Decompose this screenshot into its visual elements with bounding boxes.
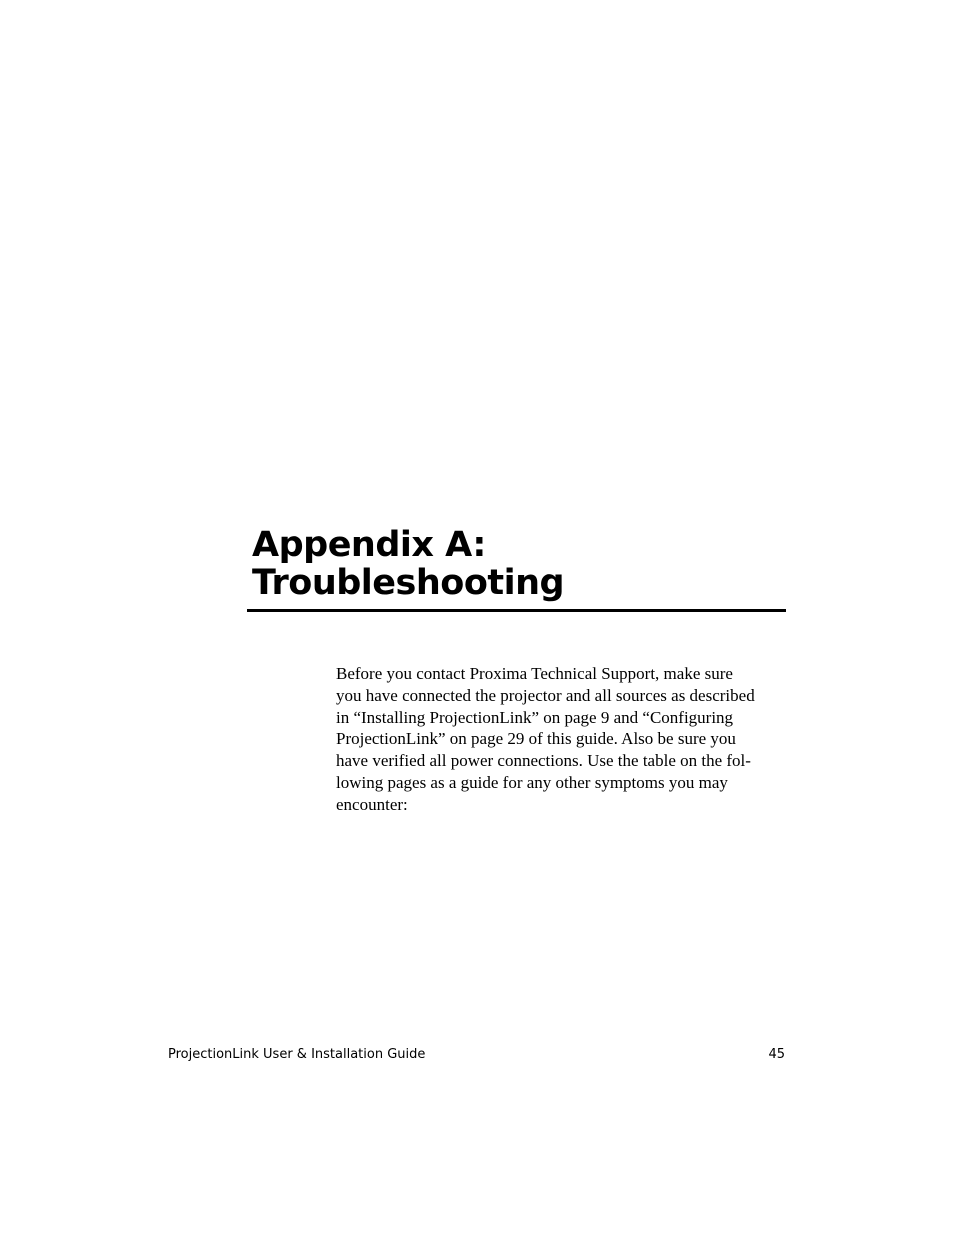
paragraph-line-2: you have connected the projector and all sources as described [336, 685, 755, 705]
appendix-heading [252, 526, 564, 602]
footer-page-number: 45 [768, 1047, 785, 1062]
paragraph-line-7: encounter: [336, 794, 408, 814]
footer-guide-title: ProjectionLink User & Installation Guide [168, 1047, 426, 1062]
heading-rule [247, 609, 786, 612]
paragraph-line-4: ProjectionLink” on page 29 of this guide. Also be sure you [336, 729, 736, 749]
heading-line-2: Troubleshooting [252, 563, 565, 603]
intro-paragraph [336, 663, 786, 816]
paragraph-line-6: lowing pages as a guide for any other symptoms you may [336, 772, 728, 792]
paragraph-line-5: have verified all power connections. Use the table on the fol- [336, 751, 751, 771]
paragraph-line-3: in “Installing ProjectionLink” on page 9 and “Configuring [336, 707, 734, 727]
heading-line-1: Appendix A: [252, 525, 486, 565]
paragraph-line-1: Before you contact Proxima Technical Support, make sure [336, 664, 733, 683]
